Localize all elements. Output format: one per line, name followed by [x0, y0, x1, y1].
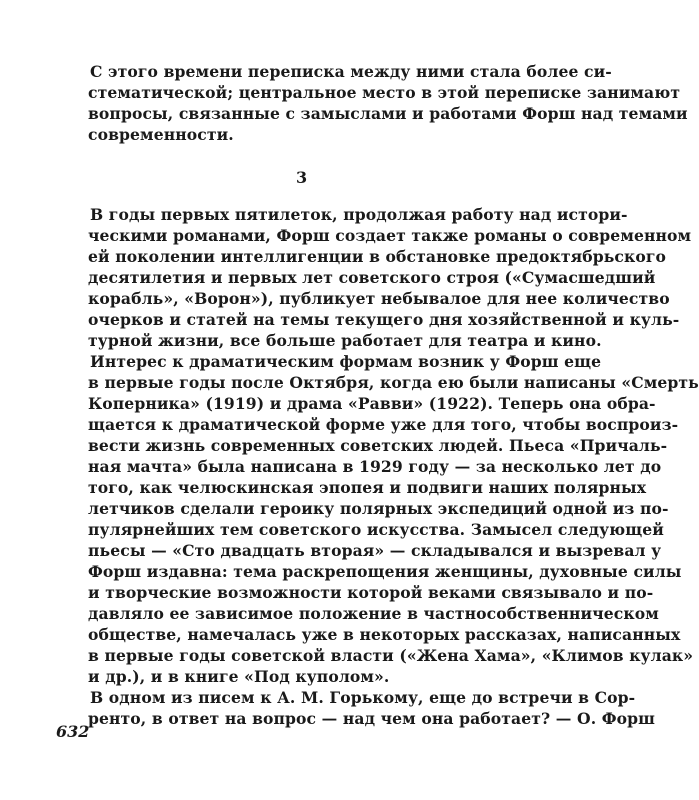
body-line: летчиков сделали героику полярных экспедиций одной из по- [88, 499, 669, 518]
body-line: пьесы — «Сто двадцать вторая» — складывался и вызревал у [88, 541, 662, 560]
body-line: Интерес к драматическим формам возник у Форш еще [90, 352, 602, 371]
body-line: пулярнейших тем советского искусства. Замысел следующей [88, 520, 664, 539]
body-line: десятилетия и первых лет советского строя («Сумасшедший [88, 268, 656, 287]
body-line: того, как челюскинская эпопея и подвиги наших полярных [88, 478, 647, 497]
page-number: 632 [56, 722, 90, 741]
body-line: Коперника» (1919) и драма «Равви» (1922). Теперь она обра- [88, 394, 656, 413]
body-line: очерков и статей на темы текущего дня хозяйственной и куль- [88, 310, 680, 329]
body-line: в первые годы после Октября, когда ею были написаны «Смерть [88, 373, 699, 392]
intro-line: С этого времени переписка между ними стала более си- [90, 62, 612, 81]
body-line: ная мачта» была написана в 1929 году — за несколько лет до [88, 457, 662, 476]
body-line: и др.), и в книге «Под куполом». [88, 667, 390, 686]
body-line: обществе, намечалась уже в некоторых рассказах, написанных [88, 625, 681, 644]
intro-line: стематической; центральное место в этой переписке занимают [88, 83, 681, 102]
body-line: В одном из писем к А. М. Горькому, еще до встречи в Сор- [90, 688, 636, 707]
body-line: ренто, в ответ на вопрос — над чем она работает? — О. Форш [88, 709, 656, 728]
body-line: давляло ее зависимое положение в частнособственническом [88, 604, 659, 623]
body-line: Форш издавна: тема раскрепощения женщины, духовные силы [88, 562, 682, 581]
body-line: вести жизнь современных советских людей. Пьеса «Причаль- [88, 436, 668, 455]
body-line: и творческие возможности которой веками связывало и по- [88, 583, 654, 602]
body-line: В годы первых пятилеток, продолжая работу над истори- [90, 205, 628, 224]
section-number: 3 [296, 168, 308, 187]
intro-line: вопросы, связанные с замыслами и работами Форш над темами [88, 104, 688, 123]
body-line: ей поколении интеллигенции в обстановке предоктябрьского [88, 247, 667, 266]
body-line: турной жизни, все больше работает для театра и кино. [88, 331, 602, 350]
body-line: щается к драматической форме уже для того, чтобы воспроиз- [88, 415, 679, 434]
body-line: корабль», «Ворон»), публикует небывалое для нее количество [88, 289, 670, 308]
body-line: ческими романами, Форш создает также романы о современном [88, 226, 692, 245]
body-line: в первые годы советской власти («Жена Хама», «Климов кулак» [88, 646, 694, 665]
intro-line: современности. [88, 125, 234, 144]
